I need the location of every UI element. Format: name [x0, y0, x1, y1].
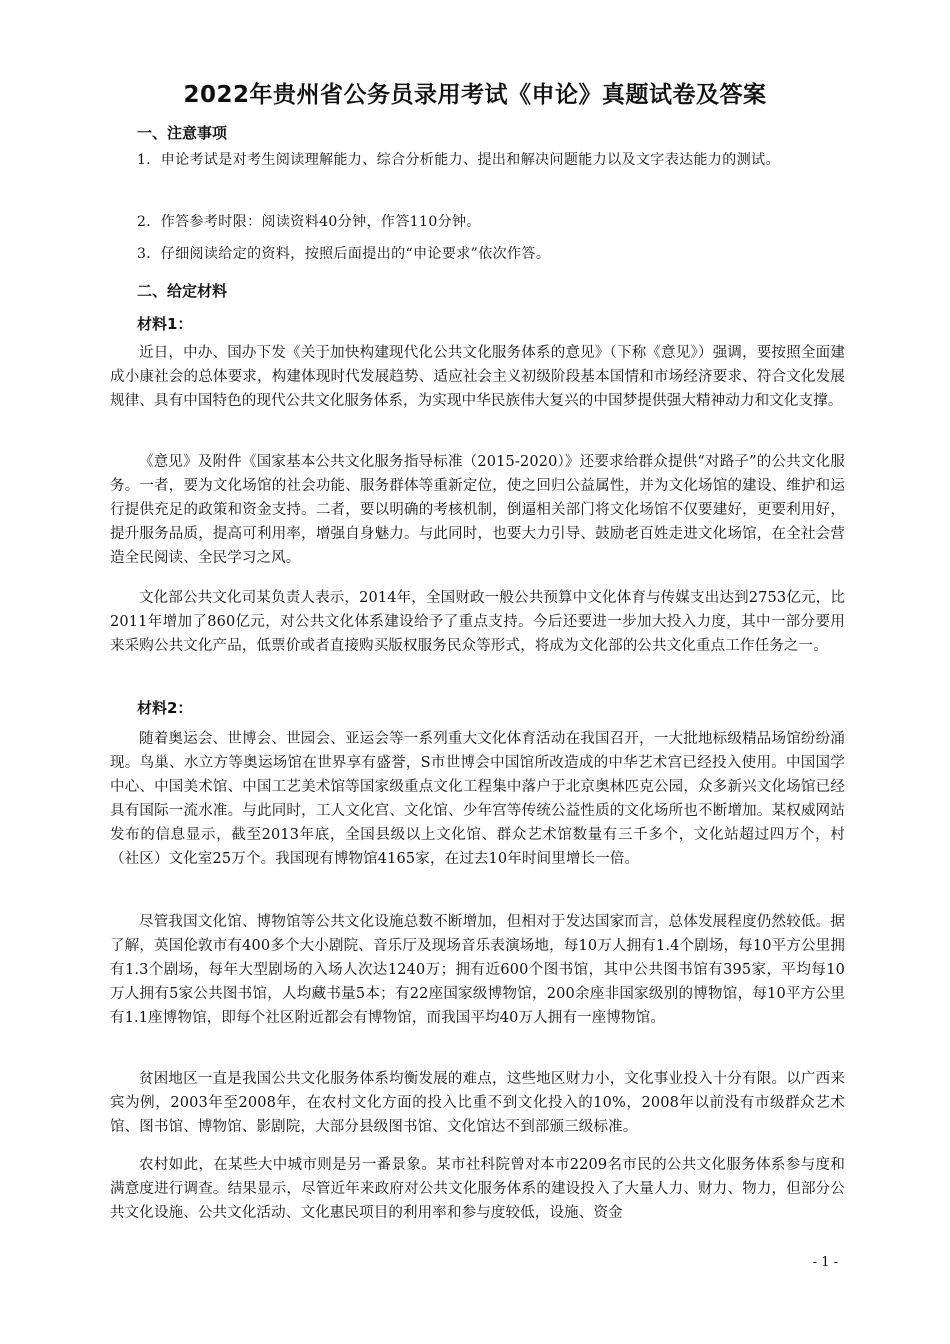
section-heading-notes: 一、注意事项: [137, 124, 228, 142]
note-item: 1．申论考试是对考生阅读理解能力、综合分析能力、提出和解决问题能力以及文字表达能力的测试。: [137, 152, 780, 168]
paragraph: 尽管我国文化馆、博物馆等公共文化设施总数不断增加，但相对于发达国家而言，总体发展程度仍然较低。据了解，英国伦敦市有400多个大小剧院、音乐厅及现场音乐表演场地，每10万人拥有1.4个剧场，每10平方公里拥有1.3个剧场，每年大型剧场的入场人次达1240万；拥有近600个图书馆，其中公共图书馆有395家，平均每10万人拥有5家公共图书馆，人均藏书量5本；有22座国家级博物馆，200余座非国家级别的博物馆，每10平方公里有1.1座博物馆，即每个社区附近都会有博物馆，而我国平均40万人拥有一座博物馆。: [110, 914, 845, 1026]
paragraph: 文化部公共文化司某负责人表示，2014年，全国财政一般公共预算中文化体育与传媒支出达到2753亿元，比2011年增加了860亿元，对公共文化体系建设给予了重点支持。今后还要进一步加大投入力度，其中一部分要用来采购公共文化产品，低票价或者直接购买版权服务民众等形式，将成为文化部的公共文化重点工作任务之一。: [110, 590, 845, 654]
paragraph: 农村如此，在某些大中城市则是另一番景象。某市社科院曾对本市2209名市民的公共文化服务体系参与度和满意度进行调查。结果显示，尽管近年来政府对公共文化服务体系的建设投入了大量人力、财力、物力，但部分公共文化设施、公共文化活动、文化惠民项目的利用率和参与度较低，设施、资金: [110, 1157, 845, 1221]
note-item: 3．仔细阅读给定的资料，按照后面提出的“申论要求”依次作答。: [137, 246, 551, 262]
paragraph: 《意见》及附件《国家基本公共文化服务指导标准（2015-2020）》还要求给群众提供“对路子”的公共文化服务。一者，要为文化场馆的社会功能、服务群体等重新定位，使之回归公益属性，并为文化场馆的建设、维护和运行提供充足的政策和资金支持。二者，要以明确的考核机制，倒逼相关部门将文化场馆不仅要建好，更要利用好，提升服务品质，提高可利用率，增强自身魅力。与此同时，也要大力引导、鼓励老百姓走进文化场馆，在全社会营造全民阅读、全民学习之风。: [110, 454, 845, 566]
material-heading: 材料2：: [137, 699, 193, 717]
paragraph: 贫困地区一直是我国公共文化服务体系均衡发展的难点，这些地区财力小，文化事业投入十分有限。以广西来宾为例，2003年至2008年，在农村文化方面的投入比重不到文化投入的10%，2008年以前没有市级群众艺术馆、图书馆、博物馆、影剧院，大部分县级图书馆、文化馆达不到部颁三级标准。: [110, 1071, 845, 1135]
page-number: - 1 -: [812, 1255, 838, 1270]
paragraph: 近日，中办、国办下发《关于加快构建现代化公共文化服务体系的意见》（下称《意见》）强调，要按照全面建成小康社会的总体要求，构建体现时代发展趋势、适应社会主义初级阶段基本国情和市场经济要求、符合文化发展规律、具有中国特色的现代公共文化服务体系，为实现中华民族伟大复兴的中国梦提供强大精神动力和文化支撑。: [110, 345, 845, 409]
note-item: 2．作答参考时限：阅读资料40分钟，作答110分钟。: [137, 214, 481, 230]
paragraph: 随着奥运会、世博会、世园会、亚运会等一系列重大文化体育活动在我国召开，一大批地标级精品场馆纷纷涌现。鸟巢、水立方等奥运场馆在世界享有盛誉，S市世博会中国馆所改造成的中华艺术宫已经投入使用。中国国学中心、中国美术馆、中国工艺美术馆等国家级重点文化工程集中落户于北京奥林匹克公园，众多新兴文化场馆已经具有国际一流水准。与此同时，工人文化宫、文化馆、少年宫等传统公益性质的文化场所也不断增加。某权威网站发布的信息显示，截至2013年底，全国县级以上文化馆、群众艺术馆数量有三千多个，文化站超过四万个，村（社区）文化室25万个。我国现有博物馆4165家，在过去10年时间里增长一倍。: [110, 731, 845, 867]
page-title: 2022年贵州省公务员录用考试《申论》真题试卷及答案: [183, 82, 767, 108]
section-heading-materials: 二、给定材料: [137, 282, 228, 300]
material-heading: 材料1：: [137, 315, 193, 333]
